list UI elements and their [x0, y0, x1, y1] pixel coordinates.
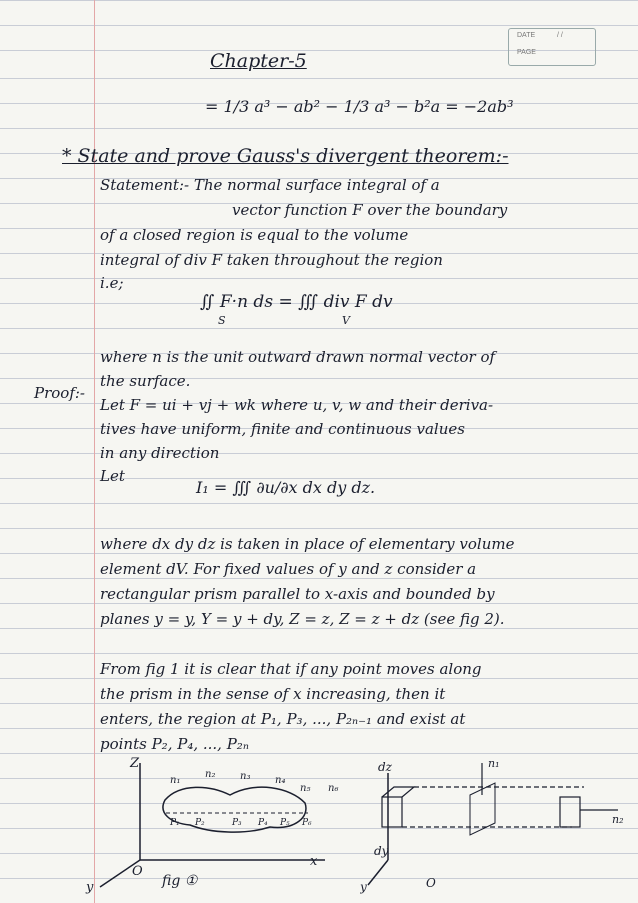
figure-1	[70, 755, 370, 895]
statement-line-2: vector function F over the boundary	[232, 201, 508, 219]
proof-line-8: From fig 1 it is clear that if any point moves along	[100, 660, 482, 678]
formula-subscript-s: S	[218, 314, 226, 327]
fig1-point-p3: P₃	[232, 818, 242, 828]
proof-line-1: Let F = ui + vj + wk where u, v, w and their deriva-	[100, 396, 494, 414]
fig2-n1-label: n₁	[488, 757, 500, 770]
fig2-y-axis	[368, 860, 388, 885]
fig1-z-label: Z	[130, 756, 140, 771]
fig2-prism-top-face	[382, 787, 414, 797]
figure-2	[360, 755, 630, 895]
fig1-point-p4: P₄	[258, 818, 268, 828]
fig1-y-label: y	[86, 880, 94, 895]
theorem-heading: * State and prove Gauss's divergent theorem:-	[62, 145, 509, 167]
date-label: DATE	[517, 32, 536, 39]
statement-ie: i.e;	[100, 274, 124, 292]
date-value: / /	[557, 32, 563, 39]
fig2-dy-label: dy	[374, 844, 389, 858]
fig1-point-p2: P₂	[195, 818, 205, 828]
proof-line-5: element dV. For fixed values of y and z consider a	[100, 560, 477, 578]
integral-i1: I₁ = ∭ ∂u/∂x dx dy dz.	[196, 478, 376, 497]
statement-line-4: integral of div F taken throughout the region	[100, 251, 443, 269]
statement-line-3: of a closed region is equal to the volume	[100, 226, 409, 244]
fig1-caption: fig ①	[162, 873, 198, 889]
proof-line-9: the prism in the sense of x increasing, then it	[100, 685, 446, 703]
gauss-formula: ∬ F·n ds = ∭ div F dv	[200, 292, 393, 312]
proof-label: Proof:-	[34, 384, 85, 402]
proof-line-7: planes y = y, Y = y + dy, Z = z, Z = z + dz (see fig 2).	[100, 610, 505, 628]
proof-line-10: enters, the region at P₁, P₃, ..., P₂ₙ₋₁ and exist at	[100, 710, 466, 728]
fig1-point-p1: P₁	[170, 818, 180, 828]
fig1-normal-n3: n₃	[240, 771, 251, 782]
top-equation: = 1/3 a³ − ab² − 1/3 a³ − b²a = −2ab³	[205, 97, 514, 116]
fig1-x-label: x	[310, 854, 318, 869]
date-page-box	[508, 28, 596, 66]
fig1-normal-n4: n₄	[275, 775, 286, 786]
proof-line-2: tives have uniform, finite and continuous values	[100, 420, 465, 438]
fig1-normal-n6: n₆	[328, 783, 339, 794]
formula-subscript-v: V	[342, 314, 350, 327]
fig2-dz-label: dz	[378, 760, 393, 774]
fig1-normal-n2: n₂	[205, 769, 216, 780]
proof-let: Let	[100, 467, 125, 485]
page-label: PAGE	[517, 49, 536, 56]
proof-line-3: in any direction	[100, 444, 220, 462]
statement-line-1: Statement:- The normal surface integral of a	[100, 176, 440, 194]
fig2-y-label: y	[360, 880, 367, 894]
normal-definition-1: where n is the unit outward drawn normal vector of	[100, 348, 496, 366]
fig1-point-p5: P₅	[280, 818, 290, 828]
fig1-point-p6: P₆	[302, 818, 312, 828]
fig2-origin-label: O	[426, 876, 436, 890]
fig1-normal-n5: n₅	[300, 783, 311, 794]
fig2-prism-end-face	[560, 797, 580, 827]
proof-line-6: rectangular prism parallel to x-axis and bounded by	[100, 585, 495, 603]
proof-line-4: where dx dy dz is taken in place of elementary volume	[100, 535, 515, 553]
fig2-n2-label: n₂	[612, 813, 624, 826]
proof-line-11: points P₂, P₄, ..., P₂ₙ	[100, 735, 249, 753]
chapter-title: Chapter-5	[210, 50, 307, 72]
fig1-origin-label: O	[132, 864, 143, 879]
fig2-prism-front-face	[382, 797, 402, 827]
normal-definition-2: the surface.	[100, 372, 191, 390]
fig1-normal-n1: n₁	[170, 775, 181, 786]
